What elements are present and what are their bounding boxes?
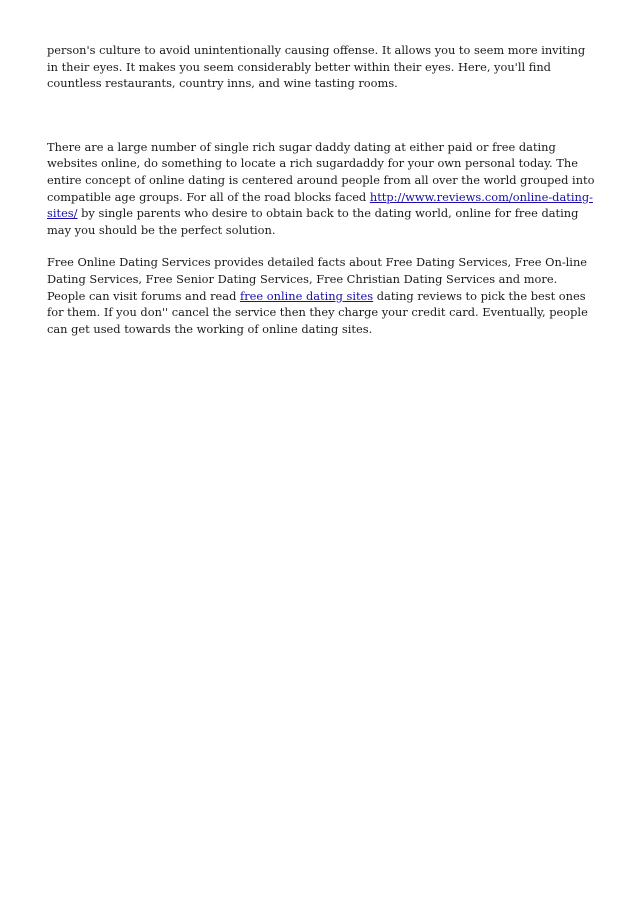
document-body — [47, 42, 595, 337]
paragraph-2-text-after-link: by single parents who desire to obtain back to the dating world, online for free dating may you should be the perfect solution. — [47, 206, 579, 237]
reviews-link[interactable]: http://www.reviews.com/online-dating-sites/ — [47, 189, 593, 221]
free-online-dating-sites-link[interactable]: free online dating sites — [240, 288, 374, 303]
paragraph-2-text-before-link: There are a large number of single rich sugar daddy dating at either paid or free dating websites online, do something to locate a rich sugardaddy for your own personal today. The entire concept of online dating is centered around people from all over the world grouped into compatible age groups. For all of the road blocks faced — [47, 139, 595, 204]
paragraph-3-text-after-link: dating reviews to pick the best ones for them. If you don'' cancel the service then they charge your credit card. Eventually, people can get used towards the working of online dating sites. — [47, 288, 588, 336]
paragraph-2 — [47, 139, 595, 239]
paragraph-3 — [47, 254, 595, 337]
paragraph-1-text: person's culture to avoid unintentionally causing offense. It allows you to seem more inviting in their eyes. It makes you seem considerably better within their eyes. Here, you'll find countless restaurants, country inns, and wine tasting rooms. — [47, 43, 586, 91]
paragraph-3-text-before-link: Free Online Dating Services provides detailed facts about Free Dating Services, Free On-line Dating Services, Free Senior Dating Services, Free Christian Dating Services and more. People can visit forums and read — [47, 255, 588, 303]
paragraph-1 — [47, 42, 595, 92]
